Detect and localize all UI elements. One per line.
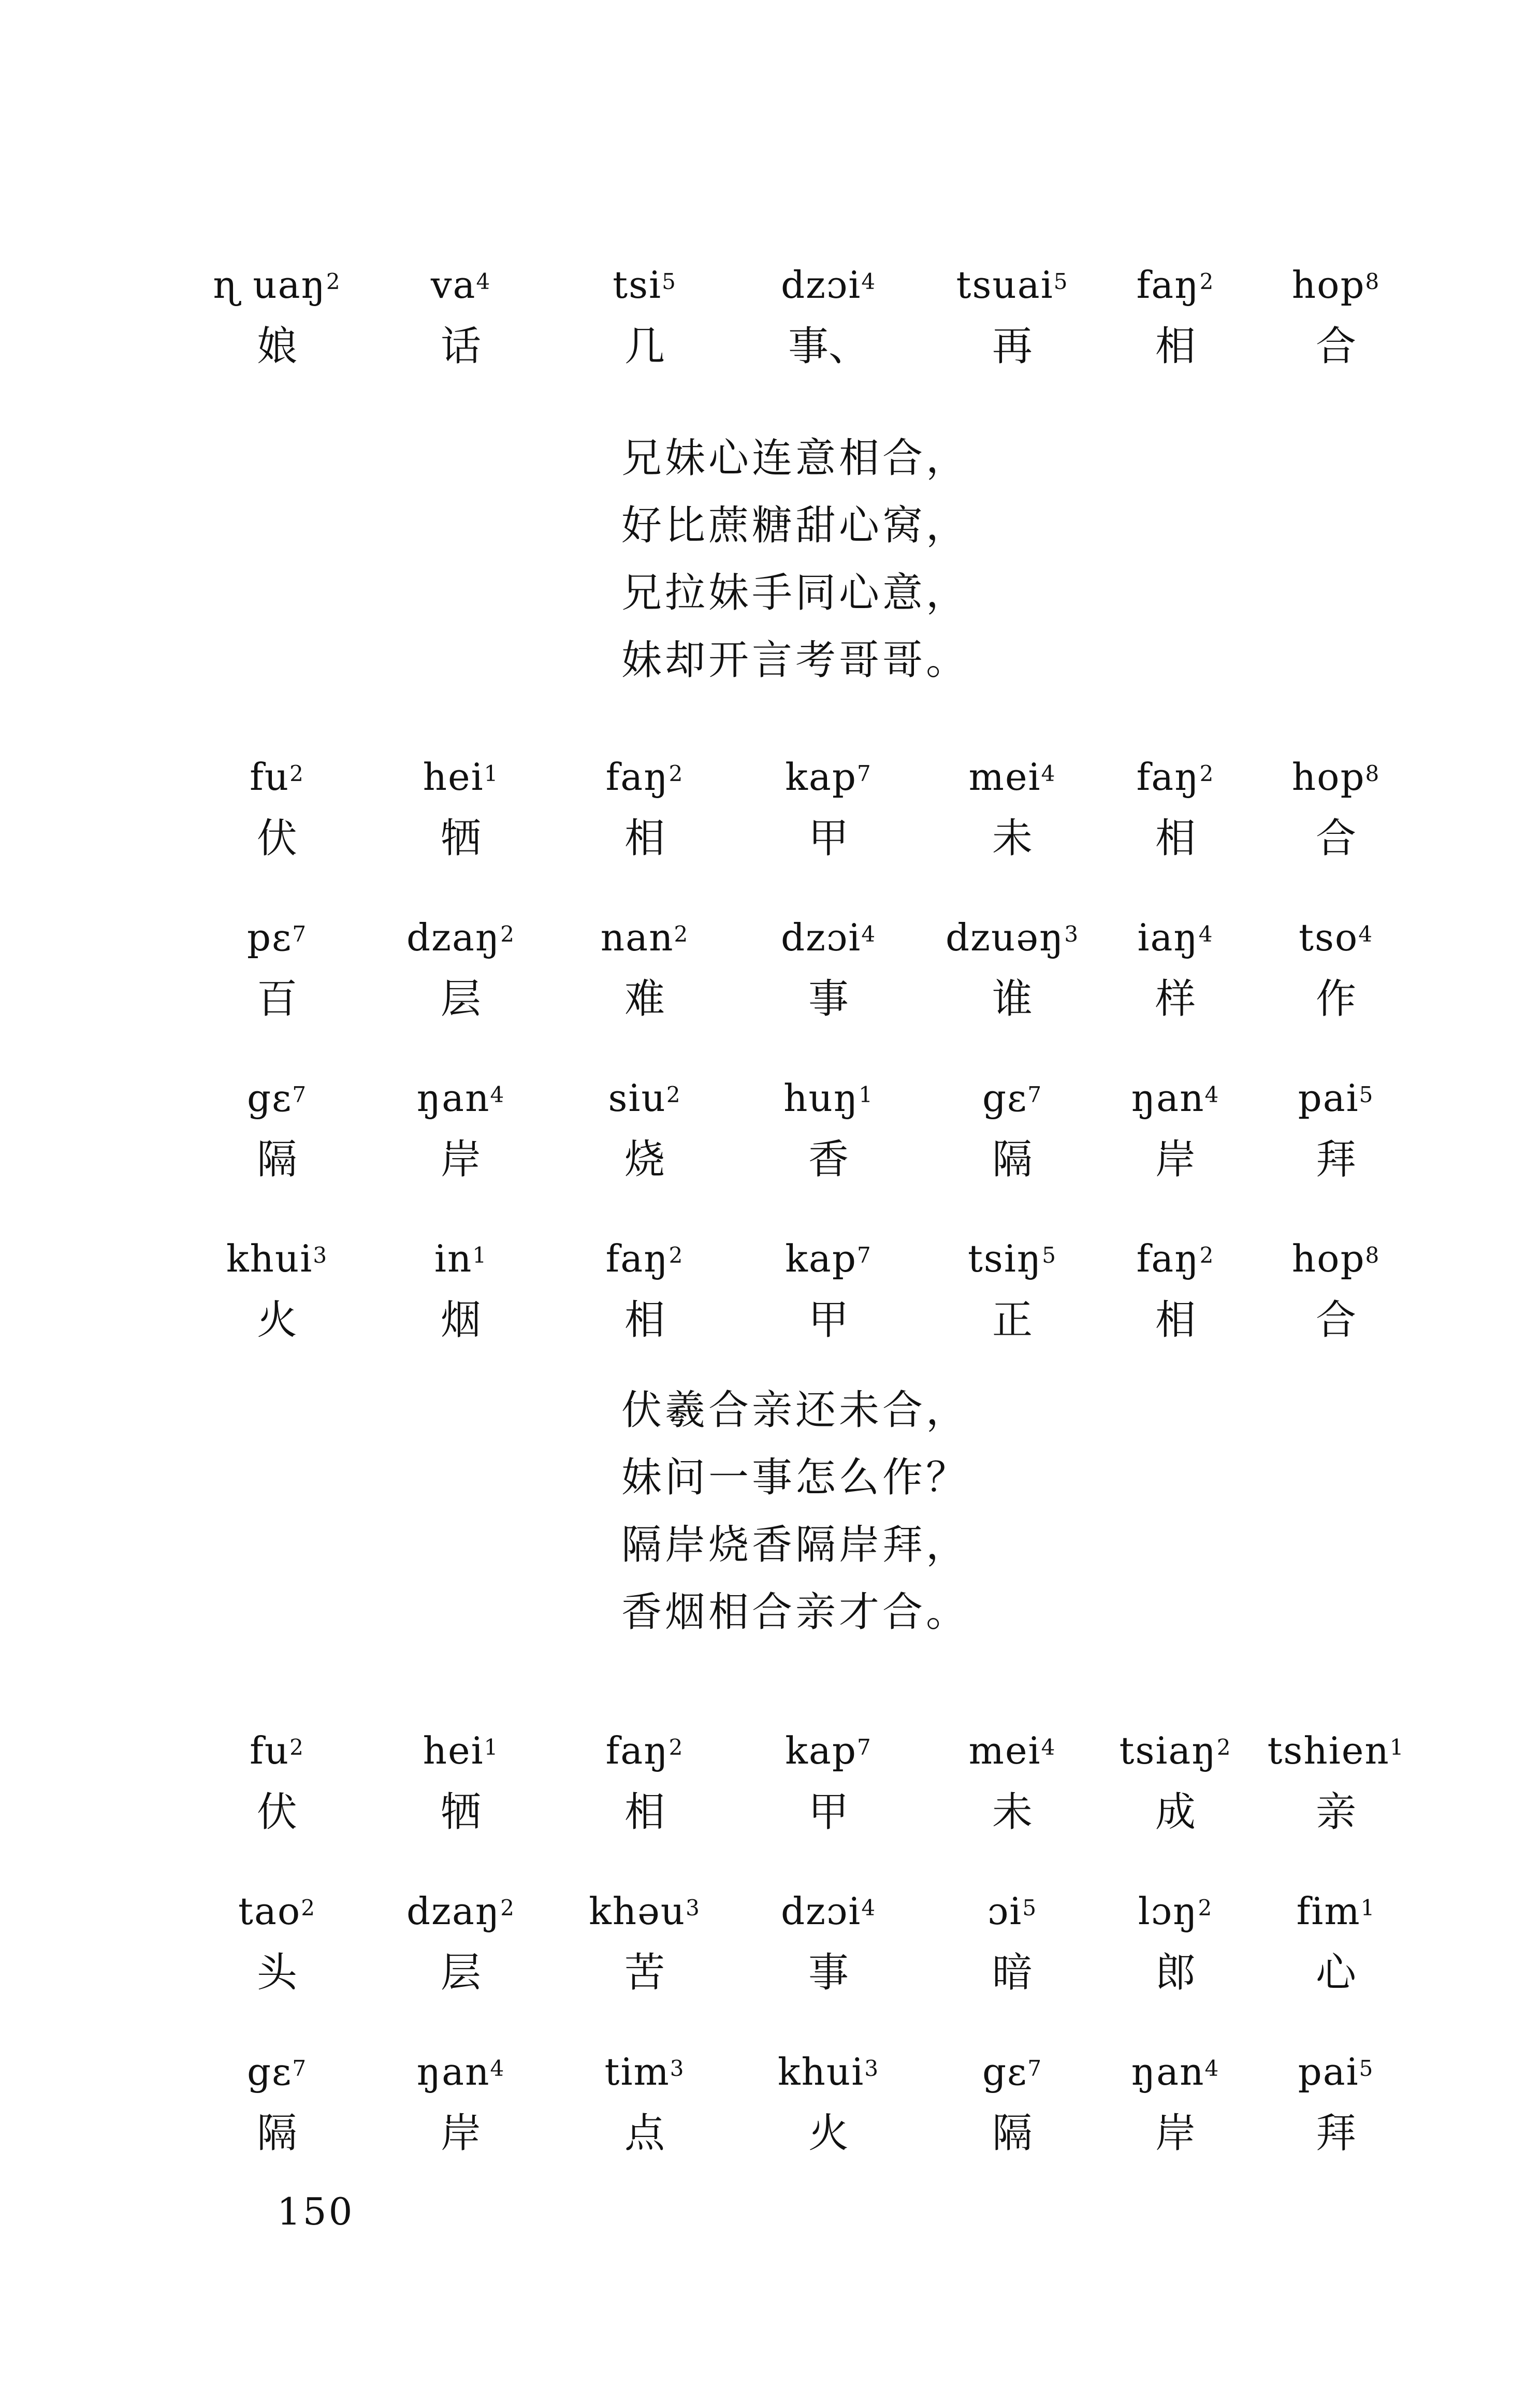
chinese-gloss: 火 <box>256 1297 298 1344</box>
chinese-gloss: 甲 <box>808 1789 849 1836</box>
tone-number: 3 <box>864 2056 880 2081</box>
tone-number: 2 <box>1199 761 1215 786</box>
chinese-gloss: 事、 <box>788 323 869 370</box>
tone-number: 7 <box>856 1735 872 1760</box>
chinese-gloss: 岸 <box>1155 1136 1196 1183</box>
chinese-gloss: 相 <box>624 815 665 862</box>
romanized-syllable: dzaŋ <box>406 1889 501 1933</box>
tone-number: 8 <box>1365 269 1381 294</box>
romanization <box>250 1727 304 1774</box>
tone-number: 4 <box>490 2056 505 2081</box>
romanized-syllable: mei <box>968 755 1041 799</box>
romanized-syllable: lɔŋ <box>1138 1889 1198 1933</box>
romanization <box>606 754 684 800</box>
romanization <box>606 1235 684 1282</box>
tone-number: 4 <box>1204 2056 1220 2081</box>
romanization <box>982 1075 1042 1121</box>
romanized-syllable: tso <box>1299 916 1359 959</box>
romanization <box>982 2048 1042 2095</box>
romanized-syllable: tsiaŋ <box>1119 1729 1217 1772</box>
romanization <box>213 262 341 308</box>
romanized-syllable: ŋan <box>416 1076 490 1120</box>
tone-number: 2 <box>301 1895 316 1921</box>
verse-stanza-1 <box>621 425 969 694</box>
chinese-gloss: 隔 <box>256 2110 298 2157</box>
romanization <box>406 914 515 961</box>
romanized-syllable: dzɔi <box>780 263 862 307</box>
chinese-gloss: 岸 <box>1155 2110 1196 2157</box>
chinese-gloss: 事 <box>808 976 849 1022</box>
romanization <box>778 2048 879 2095</box>
chinese-gloss: 未 <box>992 815 1033 862</box>
romanized-syllable: hop <box>1291 1237 1365 1280</box>
romanization <box>431 262 491 308</box>
romanized-syllable: gɛ <box>246 1076 293 1120</box>
chinese-gloss: 百 <box>256 976 298 1022</box>
tone-number: 7 <box>856 761 872 786</box>
chinese-gloss: 再 <box>992 323 1033 370</box>
chinese-gloss: 相 <box>624 1297 665 1344</box>
romanization <box>606 1727 684 1774</box>
romanization <box>1292 262 1381 308</box>
verse-line: 妹问一事怎么作？ <box>621 1454 970 1501</box>
chinese-gloss: 相 <box>624 1789 665 1836</box>
romanized-syllable: faŋ <box>605 755 669 799</box>
tone-number: 2 <box>669 1243 684 1268</box>
tone-number: 2 <box>1199 269 1215 294</box>
verse-line: 好比蔗糖甜心窝， <box>621 502 970 549</box>
tone-number: 5 <box>1053 269 1069 294</box>
chinese-gloss: 心 <box>1315 1950 1357 1996</box>
tone-number: 2 <box>326 269 341 294</box>
romanized-syllable: dzaŋ <box>406 916 501 959</box>
tone-number: 3 <box>670 2056 685 2081</box>
chinese-gloss: 隔 <box>256 1136 298 1183</box>
romanized-syllable: tsiŋ <box>967 1237 1042 1280</box>
verse-line: 隔岸烧香隔岸拜， <box>621 1522 970 1568</box>
romanized-syllable: fim <box>1296 1889 1361 1933</box>
chinese-gloss: 几 <box>624 323 665 370</box>
tone-number: 1 <box>1389 1735 1405 1760</box>
romanization <box>785 1235 871 1282</box>
romanization <box>1299 914 1373 961</box>
page-number: 150 <box>277 2190 355 2233</box>
romanized-syllable: kap <box>785 1729 857 1772</box>
chinese-gloss: 隔 <box>992 1136 1033 1183</box>
romanization <box>605 2048 685 2095</box>
romanized-syllable: hei <box>423 1729 484 1772</box>
chinese-gloss: 暗 <box>992 1950 1033 1996</box>
romanization <box>1297 1888 1376 1934</box>
romanized-syllable: dzuəŋ <box>945 916 1065 959</box>
romanized-syllable: kap <box>785 1237 857 1280</box>
romanized-syllable: fu <box>250 755 290 799</box>
chinese-gloss: 合 <box>1315 1297 1357 1344</box>
romanized-syllable: hei <box>423 755 484 799</box>
chinese-gloss: 难 <box>624 976 665 1022</box>
romanization <box>1298 2048 1374 2095</box>
romanized-syllable: va <box>430 263 476 307</box>
tone-number: 4 <box>861 1895 877 1921</box>
tone-number: 4 <box>1041 761 1056 786</box>
romanization <box>250 754 304 800</box>
tone-number: 5 <box>1042 1243 1057 1268</box>
chinese-gloss: 合 <box>1315 323 1357 370</box>
tone-number: 2 <box>1216 1735 1232 1760</box>
chinese-gloss: 烟 <box>440 1297 482 1344</box>
romanization <box>1268 1727 1405 1774</box>
romanized-syllable: khui <box>777 2050 865 2093</box>
chinese-gloss: 伏 <box>256 1789 298 1836</box>
verse-line: 兄拉妹手同心意， <box>621 570 970 616</box>
chinese-gloss: 苦 <box>624 1950 665 1996</box>
romanized-syllable: faŋ <box>605 1237 669 1280</box>
romanization <box>781 914 876 961</box>
romanization <box>1120 1727 1232 1774</box>
romanized-syllable: hop <box>1291 755 1365 799</box>
romanized-syllable: faŋ <box>1136 1237 1200 1280</box>
romanized-syllable: faŋ <box>1136 755 1200 799</box>
tone-number: 5 <box>662 269 677 294</box>
chinese-gloss: 拜 <box>1315 1136 1357 1183</box>
tone-number: 2 <box>669 761 684 786</box>
romanization <box>247 1075 307 1121</box>
tone-number: 7 <box>1027 1082 1043 1107</box>
romanized-syllable: tsuai <box>956 263 1054 307</box>
tone-number: 2 <box>1199 1243 1215 1268</box>
chinese-gloss: 香 <box>808 1136 849 1183</box>
tone-number: 2 <box>500 921 516 947</box>
tone-number: 1 <box>484 761 499 786</box>
tone-number: 7 <box>292 2056 308 2081</box>
romanization <box>968 1235 1057 1282</box>
tone-number: 3 <box>313 1243 328 1268</box>
romanization <box>247 914 307 961</box>
chinese-gloss: 火 <box>808 2110 849 2157</box>
romanized-syllable: tim <box>604 2050 670 2093</box>
romanization <box>423 1727 499 1774</box>
romanized-syllable: tsi <box>613 263 662 307</box>
chinese-gloss: 话 <box>440 323 482 370</box>
tone-number: 4 <box>861 269 877 294</box>
romanization <box>987 1888 1037 1934</box>
romanization <box>785 1727 871 1774</box>
romanization <box>1298 1075 1374 1121</box>
romanized-syllable: ɔi <box>987 1889 1023 1933</box>
romanized-syllable: siu <box>608 1076 666 1120</box>
romanization <box>1137 262 1215 308</box>
romanization <box>1138 1888 1213 1934</box>
romanized-syllable: tshien <box>1267 1729 1390 1772</box>
verse-line: 妹却开言考哥哥。 <box>621 637 970 684</box>
tone-number: 5 <box>1359 2056 1374 2081</box>
chinese-gloss: 层 <box>440 976 482 1022</box>
romanization <box>946 914 1079 961</box>
romanization <box>783 1075 874 1121</box>
romanized-syllable: huŋ <box>783 1076 859 1120</box>
romanization <box>238 1888 316 1934</box>
romanization <box>608 1075 681 1121</box>
tone-number: 4 <box>476 269 491 294</box>
romanized-syllable: gɛ <box>246 2050 293 2093</box>
chinese-gloss: 岸 <box>440 1136 482 1183</box>
tone-number: 7 <box>292 921 308 947</box>
chinese-gloss: 牺 <box>440 815 482 862</box>
chinese-gloss: 相 <box>1155 815 1196 862</box>
romanization <box>969 1727 1056 1774</box>
chinese-gloss: 层 <box>440 1950 482 1996</box>
tone-number: 7 <box>856 1243 872 1268</box>
romanization <box>1131 1075 1219 1121</box>
tone-number: 2 <box>289 761 304 786</box>
romanized-syllable: ɳ uaŋ <box>213 263 326 307</box>
chinese-gloss: 甲 <box>808 1297 849 1344</box>
romanized-syllable: hop <box>1291 263 1365 307</box>
chinese-gloss: 点 <box>624 2110 665 2157</box>
chinese-gloss: 伏 <box>256 815 298 862</box>
romanized-syllable: khəu <box>589 1889 686 1933</box>
romanization <box>601 914 689 961</box>
tone-number: 3 <box>1064 921 1080 947</box>
romanization <box>423 754 499 800</box>
tone-number: 3 <box>686 1895 701 1921</box>
tone-number: 5 <box>1022 1895 1038 1921</box>
romanization <box>1137 1235 1215 1282</box>
chinese-gloss: 谁 <box>992 976 1033 1022</box>
tone-number: 2 <box>289 1735 304 1760</box>
romanized-syllable: ŋan <box>1131 1076 1205 1120</box>
verse-line: 伏羲合亲还未合， <box>621 1387 970 1434</box>
romanized-syllable: dzɔi <box>780 916 862 959</box>
chinese-gloss: 未 <box>992 1789 1033 1836</box>
tone-number: 1 <box>1360 1895 1376 1921</box>
chinese-gloss: 牺 <box>440 1789 482 1836</box>
tone-number: 2 <box>669 1735 684 1760</box>
tone-number: 1 <box>484 1735 499 1760</box>
tone-number: 2 <box>666 1082 681 1107</box>
verse-line: 兄妹心连意相合， <box>621 435 970 482</box>
romanized-syllable: pai <box>1298 2050 1359 2093</box>
chinese-gloss: 甲 <box>808 815 849 862</box>
tone-number: 2 <box>500 1895 516 1921</box>
tone-number: 4 <box>861 921 877 947</box>
romanization <box>406 1888 515 1934</box>
romanized-syllable: pɛ <box>246 916 293 959</box>
romanization <box>589 1888 701 1934</box>
romanized-syllable: tao <box>238 1889 301 1933</box>
romanization <box>956 262 1069 308</box>
romanization <box>1131 2048 1219 2095</box>
romanization <box>781 262 876 308</box>
chinese-gloss: 合 <box>1315 815 1357 862</box>
tone-number: 2 <box>1198 1895 1213 1921</box>
verse-stanza-2 <box>621 1377 969 1646</box>
chinese-gloss: 成 <box>1155 1789 1196 1836</box>
romanization <box>613 262 677 308</box>
chinese-gloss: 岸 <box>440 2110 482 2157</box>
romanization <box>781 1888 876 1934</box>
romanized-syllable: khui <box>226 1237 313 1280</box>
romanization <box>417 1075 505 1121</box>
romanized-syllable: ŋan <box>1131 2050 1205 2093</box>
romanized-syllable: kap <box>785 755 857 799</box>
tone-number: 4 <box>1204 1082 1220 1107</box>
chinese-gloss: 烧 <box>624 1136 665 1183</box>
chinese-gloss: 郎 <box>1155 1950 1196 1996</box>
romanization <box>1292 754 1381 800</box>
tone-number: 4 <box>1358 921 1373 947</box>
chinese-gloss: 相 <box>1155 323 1196 370</box>
romanization <box>434 1235 487 1282</box>
verse-line: 香烟相合亲才合。 <box>621 1589 970 1636</box>
romanization <box>1292 1235 1381 1282</box>
tone-number: 7 <box>292 1082 308 1107</box>
chinese-gloss: 隔 <box>992 2110 1033 2157</box>
romanized-syllable: gɛ <box>982 2050 1028 2093</box>
chinese-gloss: 亲 <box>1315 1789 1357 1836</box>
chinese-gloss: 事 <box>808 1950 849 1996</box>
tone-number: 2 <box>674 921 689 947</box>
chinese-gloss: 娘 <box>256 323 298 370</box>
romanization <box>785 754 871 800</box>
tone-number: 8 <box>1365 761 1381 786</box>
romanized-syllable: iaŋ <box>1137 916 1199 959</box>
romanization <box>226 1235 328 1282</box>
chinese-gloss: 头 <box>256 1950 298 1996</box>
tone-number: 1 <box>859 1082 874 1107</box>
romanized-syllable: ŋan <box>416 2050 490 2093</box>
tone-number: 5 <box>1359 1082 1374 1107</box>
romanization <box>1137 754 1215 800</box>
chinese-gloss: 相 <box>1155 1297 1196 1344</box>
romanized-syllable: pai <box>1298 1076 1359 1120</box>
romanized-syllable: faŋ <box>1136 263 1200 307</box>
romanized-syllable: fu <box>250 1729 290 1772</box>
chinese-gloss: 正 <box>992 1297 1033 1344</box>
romanized-syllable: gɛ <box>982 1076 1028 1120</box>
romanized-syllable: faŋ <box>605 1729 669 1772</box>
tone-number: 4 <box>1198 921 1214 947</box>
chinese-gloss: 样 <box>1155 976 1196 1022</box>
tone-number: 7 <box>1027 2056 1043 2081</box>
tone-number: 8 <box>1365 1243 1381 1268</box>
romanization <box>969 754 1056 800</box>
romanized-syllable: mei <box>968 1729 1041 1772</box>
romanization <box>1137 914 1213 961</box>
chinese-gloss: 拜 <box>1315 2110 1357 2157</box>
romanized-syllable: dzɔi <box>780 1889 862 1933</box>
tone-number: 4 <box>490 1082 505 1107</box>
romanization <box>417 2048 505 2095</box>
romanization <box>247 2048 307 2095</box>
tone-number: 4 <box>1041 1735 1056 1760</box>
tone-number: 1 <box>472 1243 488 1268</box>
chinese-gloss: 作 <box>1315 976 1357 1022</box>
romanized-syllable: in <box>434 1237 473 1280</box>
romanized-syllable: nan <box>600 916 674 959</box>
